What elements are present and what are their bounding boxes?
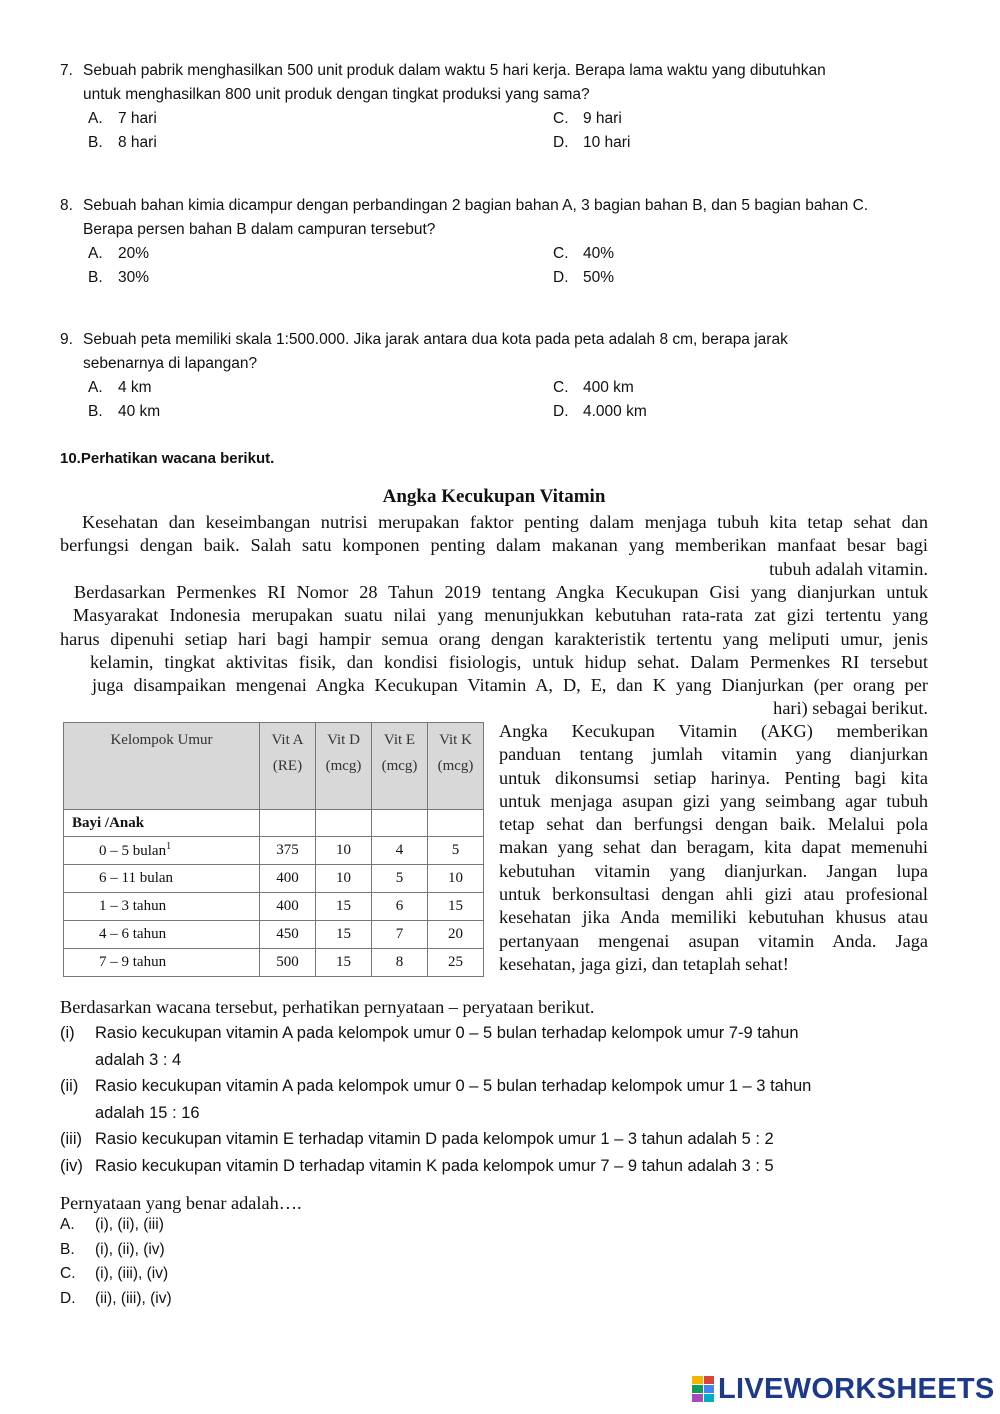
option-b[interactable]: B. 8 hari [88, 134, 157, 151]
answer-option-c[interactable]: C. (i), (iii), (iv) [60, 1265, 169, 1282]
vit-e-cell: 4 [372, 837, 428, 865]
question-7 [60, 59, 940, 155]
option-d[interactable]: D. 4.000 km [553, 403, 647, 420]
statement-iv: (iv) Rasio kecukupan vitamin D terhadap vitamin K pada kelompok umur 7 – 9 tahun adalah 3 : 5 [60, 1156, 774, 1175]
answer-option-d[interactable]: D. (ii), (iii), (iv) [60, 1289, 172, 1307]
statements-list [60, 1020, 940, 1179]
options [60, 376, 940, 424]
paragraph-line: kesehatan, jaga gizi, dan tetaplah sehat! [499, 953, 789, 974]
liveworksheets-logo-icon [692, 1376, 714, 1402]
question-number: 8. [60, 197, 73, 214]
stem-line: untuk menghasilkan 800 unit produk dengan tingkat produksi yang sama? [83, 86, 590, 103]
statement-iii: (iii) Rasio kecukupan vitamin E terhadap vitamin D pada kelompok umur 1 – 3 tahun adalah 5 : 2 [60, 1130, 774, 1148]
paragraph-line: kelamin, tingkat aktivitas fisik, dan kondisi fisiologis, untuk hidup sehat. Dalam Permenkes RI tersebut [90, 651, 928, 672]
answer-option-b[interactable]: B. (i), (ii), (iv) [60, 1240, 165, 1258]
group-label: Bayi /Anak [64, 810, 260, 837]
age-cell: 0 – 5 bulan$^1$ [64, 837, 260, 865]
option-b[interactable]: B. 40 km [88, 403, 161, 420]
vit-d-cell: 15 [316, 921, 372, 949]
stem-line: sebenarnya di lapangan? [83, 355, 258, 372]
vit-d-cell: 15 [316, 949, 372, 977]
table-header-row [64, 723, 484, 810]
answer-options [60, 1216, 172, 1314]
paragraph-line: untuk berkonsultasi dengan ahli gizi atau profesional [499, 884, 928, 905]
side-paragraph [499, 720, 928, 976]
question-9 [60, 328, 940, 424]
paragraph-line: tubuh adalah vitamin. [769, 558, 928, 579]
table-row [64, 949, 484, 977]
age-cell: 4 – 6 tahun [64, 921, 260, 949]
paragraph-line: tetap sehat dan berfungsi dengan baik. Melalui pola [499, 814, 928, 835]
vit-k-cell: 15 [428, 893, 484, 921]
table-row [64, 837, 484, 865]
vit-e-cell: 6 [372, 893, 428, 921]
header-vit-d: Vit D (mcg) [316, 723, 372, 810]
paragraph-line: Kesehatan dan keseimbangan nutrisi merupakan faktor penting dalam menjaga tubuh kita tetap sehat dan [82, 512, 928, 532]
vit-e-cell: 7 [372, 921, 428, 949]
question-number: 7. [60, 62, 73, 79]
vit-d-cell: 10 [316, 837, 372, 865]
paragraph-line: berfungsi dengan baik. Salah satu komponen penting dalam makanan yang memberikan manfaat besar bagi [60, 535, 928, 556]
question-stem [83, 59, 940, 107]
option-b[interactable]: B. 30% [88, 269, 150, 286]
paragraph-line: untuk menjaga asupan gizi yang seimbang agar tubuh [499, 790, 928, 811]
paragraph-line: panduan tentang jumlah vitamin yang dianjurkan [499, 744, 928, 765]
option-a[interactable]: A. 7 hari [88, 110, 157, 127]
option-c[interactable]: C. 400 km [553, 379, 634, 396]
statements-intro: Berdasarkan wacana tersebut, perhatikan pernyataan – peryataan berikut. [60, 997, 595, 1017]
question-10-heading: 10.Perhatikan wacana berikut. [60, 450, 275, 467]
article-paragraph-1 [60, 511, 928, 581]
age-cell: 7 – 9 tahun [64, 949, 260, 977]
vit-a-cell: 450 [260, 921, 316, 949]
option-d[interactable]: D. 50% [553, 269, 615, 286]
age-cell: 1 – 3 tahun [64, 893, 260, 921]
statement-ii: (ii) Rasio kecukupan vitamin A pada kelompok umur 0 – 5 bulan terhadap kelompok umur 1 – 3 tahun adalah 15 : 16 [60, 1077, 812, 1122]
table-row [64, 921, 484, 949]
article-paragraph-2 [60, 581, 928, 721]
option-c[interactable]: C. 9 hari [553, 110, 622, 127]
age-cell: 6 – 11 bulan [64, 865, 260, 893]
option-d[interactable]: D. 10 hari [553, 134, 631, 151]
table-row [64, 865, 484, 893]
vit-a-cell: 400 [260, 893, 316, 921]
paragraph-line: kebutuhan vitamin yang dianjurkan. Jangan lupa [499, 860, 928, 881]
brand-name: LIVEWORKSHEETS [718, 1372, 995, 1405]
vit-k-cell: 5 [428, 837, 484, 865]
option-a[interactable]: A. 20% [88, 245, 150, 262]
article-title: Angka Kecukupan Vitamin [382, 486, 606, 507]
stem-line: Berapa persen bahan B dalam campuran tersebut? [83, 221, 436, 238]
header-vit-k: Vit K (mcg) [428, 723, 484, 810]
vit-k-cell: 10 [428, 865, 484, 893]
question-stem [83, 194, 940, 242]
table-row [64, 893, 484, 921]
option-a[interactable]: A. 4 km [88, 379, 152, 396]
vit-k-cell: 20 [428, 921, 484, 949]
vitamin-table [63, 722, 484, 977]
paragraph-line: pertanyaan mengenai asupan vitamin Anda. Jaga [499, 930, 928, 951]
answer-option-a[interactable]: A. (i), (ii), (iii) [60, 1216, 164, 1233]
statement-i: (i) Rasio kecukupan vitamin A pada kelompok umur 0 – 5 bulan terhadap kelompok umur 7-9 tahun adalah 3 : 4 [60, 1024, 799, 1069]
vit-e-cell: 8 [372, 949, 428, 977]
question-stem [83, 328, 940, 376]
paragraph-line: Angka Kecukupan Vitamin (AKG) memberikan [499, 721, 928, 741]
header-age-group: Kelompok Umur [64, 723, 260, 810]
options [60, 242, 940, 290]
paragraph-line: makan yang sehat dan beragam, kita dapat memenuhi [499, 837, 928, 858]
vit-a-cell: 400 [260, 865, 316, 893]
header-vit-e: Vit E (mcg) [372, 723, 428, 810]
paragraph-line: kesehatan jika Anda memiliki kebutuhan khusus atau [499, 907, 928, 928]
stem-line: Sebuah bahan kimia dicampur dengan perbandingan 2 bagian bahan A, 3 bagian bahan B, dan 5 bagian bahan C. [83, 197, 869, 214]
stem-line: Sebuah pabrik menghasilkan 500 unit produk dalam waktu 5 hari kerja. Berapa lama waktu yang dibutuhkan [83, 62, 826, 79]
vit-d-cell: 15 [316, 893, 372, 921]
paragraph-line: hari) sebagai berikut. [773, 698, 928, 719]
stem-line: Sebuah peta memiliki skala 1:500.000. Jika jarak antara dua kota pada peta adalah 8 cm, berapa jarak [83, 331, 788, 348]
table-group-row [64, 810, 484, 837]
question-number: 9. [60, 331, 73, 348]
paragraph-line: Berdasarkan Permenkes RI Nomor 28 Tahun 2019 tentang Angka Kecukupan Gisi yang dianjurkan untuk [74, 582, 928, 602]
paragraph-line: Masyarakat Indonesia merupakan suatu nilai yang menunjukkan kebutuhan rata-rata zat gizi tertentu yang [73, 605, 928, 626]
header-vit-a: Vit A (RE) [260, 723, 316, 810]
question-8 [60, 194, 940, 290]
vit-e-cell: 5 [372, 865, 428, 893]
option-c[interactable]: C. 40% [553, 245, 615, 262]
answer-prompt: Pernyataan yang benar adalah…. [60, 1193, 302, 1213]
paragraph-line: juga disampaikan mengenai Angka Kecukupan Vitamin A, D, E, dan K yang Dianjurkan (per orang per [92, 675, 928, 696]
liveworksheets-brand [692, 1372, 995, 1406]
paragraph-line: untuk dikonsumsi setiap harinya. Penting bagi kita [499, 767, 928, 788]
vit-d-cell: 10 [316, 865, 372, 893]
vit-a-cell: 500 [260, 949, 316, 977]
vit-a-cell: 375 [260, 837, 316, 865]
vit-k-cell: 25 [428, 949, 484, 977]
paragraph-line: harus dipenuhi setiap hari bagi hampir semua orang dengan karakteristik tertentu yang meliputi umur, jenis [60, 628, 928, 649]
options [60, 107, 940, 155]
